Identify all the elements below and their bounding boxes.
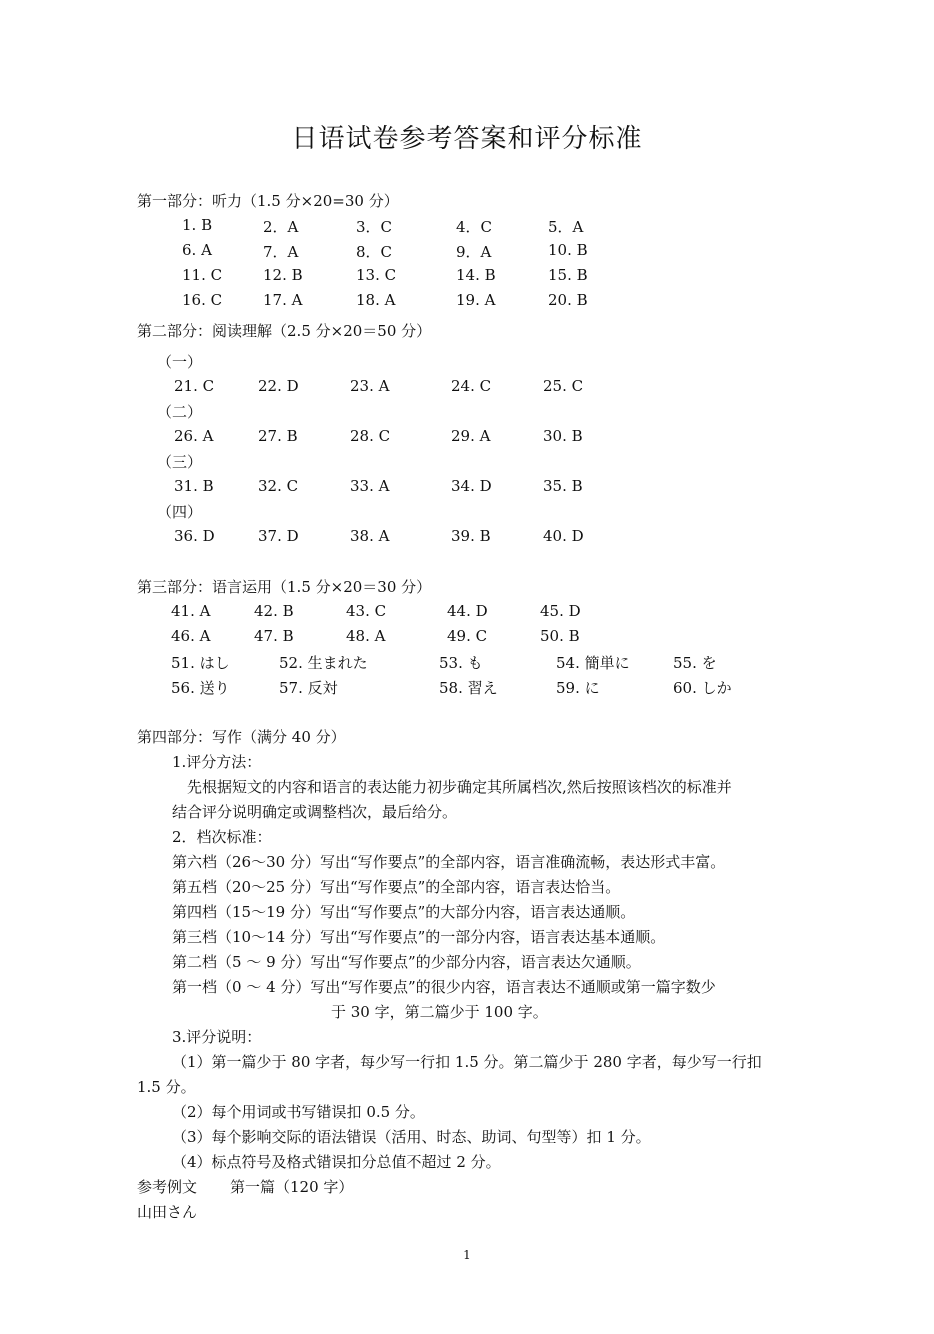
example-salutation: 山田さん bbox=[137, 1203, 198, 1221]
answer-item: 4．C bbox=[456, 218, 493, 236]
answer-item: 1. B bbox=[182, 216, 213, 234]
level-item: 第六档（26～30 分）写出“写作要点”的全部内容，语言准确流畅，表达形式丰富。 bbox=[172, 853, 726, 871]
answer-item: 7．A bbox=[263, 243, 299, 261]
answer-item: 20. B bbox=[548, 291, 588, 309]
page-number: 1 bbox=[463, 1248, 471, 1262]
answer-item: 15. B bbox=[548, 266, 588, 284]
answer-item: 56. 送り bbox=[171, 679, 230, 697]
answer-row bbox=[0, 627, 934, 647]
answer-row bbox=[0, 266, 934, 286]
note1-line1: （1）第一篇少于 80 字者，每少写一行扣 1.5 分。第二篇少于 280 字者，每少写一行扣 bbox=[172, 1053, 762, 1071]
example-title: 第一篇（120 字） bbox=[230, 1178, 354, 1196]
answer-item: 60. しか bbox=[673, 679, 732, 697]
part4-heading: 第四部分：写作（满分 40 分） bbox=[137, 728, 346, 746]
answer-item: 54. 簡単に bbox=[556, 654, 630, 672]
answer-item: 43. C bbox=[346, 602, 387, 620]
answer-item: 31. B bbox=[174, 477, 214, 495]
method-text-line2: 结合评分说明确定或调整档次，最后给分。 bbox=[172, 803, 458, 821]
answer-item: 53. も bbox=[439, 654, 483, 672]
answer-item: 6. A bbox=[182, 241, 212, 259]
answer-item: 27. B bbox=[258, 427, 298, 445]
note3: （3）每个影响交际的语法错误（活用、时态、助词、句型等）扣 1 分。 bbox=[172, 1128, 651, 1146]
answer-item: 26. A bbox=[174, 427, 214, 445]
answer-item: 58. 習え bbox=[439, 679, 498, 697]
level-item: 第五档（20～25 分）写出“写作要点”的全部内容，语言表达恰当。 bbox=[172, 878, 621, 896]
answer-item: 10. B bbox=[548, 241, 588, 259]
answer-item: 28. C bbox=[350, 427, 391, 445]
answer-item: 42. B bbox=[254, 602, 294, 620]
notes-title: 3.评分说明： bbox=[172, 1028, 262, 1046]
answer-row bbox=[0, 241, 934, 261]
answer-row bbox=[0, 677, 934, 697]
answer-item: 39. B bbox=[451, 527, 491, 545]
answer-item: 40. D bbox=[543, 527, 584, 545]
answer-item: 49. C bbox=[447, 627, 488, 645]
answer-item: 13. C bbox=[356, 266, 397, 284]
answer-item: 24. C bbox=[451, 377, 492, 395]
answer-item: 12. B bbox=[263, 266, 303, 284]
answer-item: 51. はし bbox=[171, 654, 230, 672]
answer-item: 8．C bbox=[356, 243, 393, 261]
level-item: 第三档（10～14 分）写出“写作要点”的一部分内容，语言表达基本通顺。 bbox=[172, 928, 666, 946]
answer-item: 19. A bbox=[456, 291, 496, 309]
answer-item: 34. D bbox=[451, 477, 492, 495]
answer-item: 38. A bbox=[350, 527, 390, 545]
answer-item: 50. B bbox=[540, 627, 580, 645]
answer-item: 32. C bbox=[258, 477, 299, 495]
answer-item: 44. D bbox=[447, 602, 488, 620]
answer-item: 16. C bbox=[182, 291, 223, 309]
answer-row bbox=[0, 652, 934, 672]
answer-item: 14. B bbox=[456, 266, 496, 284]
part3-heading: 第三部分：语言运用（1.5 分×20＝30 分） bbox=[137, 578, 432, 596]
answer-row bbox=[0, 377, 934, 397]
part2-heading: 第二部分：阅读理解（2.5 分×20＝50 分） bbox=[137, 322, 432, 340]
answer-item: 11. C bbox=[182, 266, 223, 284]
example-label: 参考例文 bbox=[137, 1178, 198, 1196]
answer-item: 33. A bbox=[350, 477, 390, 495]
level-item: 第四档（15～19 分）写出“写作要点”的大部分内容，语言表达通顺。 bbox=[172, 903, 636, 921]
answer-item: 36. D bbox=[174, 527, 215, 545]
answer-item: 9．A bbox=[456, 243, 492, 261]
note4: （4）标点符号及格式错误扣分总值不超过 2 分。 bbox=[172, 1153, 501, 1171]
answer-item: 3．C bbox=[356, 218, 393, 236]
group-label: （四） bbox=[157, 503, 203, 521]
method-text-line1: 先根据短文的内容和语言的表达能力初步确定其所属档次,然后按照该档次的标准并 bbox=[187, 778, 732, 796]
group-label: （三） bbox=[157, 453, 203, 471]
answer-item: 37. D bbox=[258, 527, 299, 545]
answer-item: 18. A bbox=[356, 291, 396, 309]
answer-item: 29. A bbox=[451, 427, 491, 445]
answer-item: 23. A bbox=[350, 377, 390, 395]
group-label: （一） bbox=[157, 353, 203, 371]
answer-item: 46. A bbox=[171, 627, 211, 645]
answer-item: 35. B bbox=[543, 477, 583, 495]
levels-title: 2．档次标准： bbox=[172, 828, 272, 846]
method-title: 1.评分方法： bbox=[172, 753, 262, 771]
answer-row bbox=[0, 602, 934, 622]
answer-item: 2．A bbox=[263, 218, 299, 236]
answer-item: 5．A bbox=[548, 218, 584, 236]
answer-item: 25. C bbox=[543, 377, 584, 395]
answer-row bbox=[0, 216, 934, 236]
level-item: 第二档（5 ～ 9 分）写出“写作要点”的少部分内容，语言表达欠通顺。 bbox=[172, 953, 641, 971]
answer-item: 52. 生まれた bbox=[279, 654, 368, 672]
answer-item: 30. B bbox=[543, 427, 583, 445]
part1-heading: 第一部分：听力（1.5 分×20=30 分） bbox=[137, 192, 399, 210]
answer-item: 17. A bbox=[263, 291, 303, 309]
note2: （2）每个用词或书写错误扣 0.5 分。 bbox=[172, 1103, 425, 1121]
answer-row bbox=[0, 291, 934, 311]
answer-item: 55. を bbox=[673, 654, 717, 672]
answer-item: 57. 反対 bbox=[279, 679, 338, 697]
answer-item: 41. A bbox=[171, 602, 211, 620]
answer-item: 48. A bbox=[346, 627, 386, 645]
note1-line2: 1.5 分。 bbox=[137, 1078, 196, 1096]
answer-row bbox=[0, 527, 934, 547]
page-title: 日语试卷参考答案和评分标准 bbox=[291, 124, 643, 154]
answer-row bbox=[0, 427, 934, 447]
group-label: （二） bbox=[157, 403, 203, 421]
answer-row bbox=[0, 477, 934, 497]
level1-line1: 第一档（0 ～ 4 分）写出“写作要点”的很少内容，语言表达不通顺或第一篇字数少 bbox=[172, 978, 716, 996]
answer-item: 21. C bbox=[174, 377, 215, 395]
answer-item: 22. D bbox=[258, 377, 299, 395]
level1-line2: 于 30 字，第二篇少于 100 字。 bbox=[331, 1003, 548, 1021]
answer-item: 45. D bbox=[540, 602, 581, 620]
answer-item: 59. に bbox=[556, 679, 600, 697]
answer-item: 47. B bbox=[254, 627, 294, 645]
